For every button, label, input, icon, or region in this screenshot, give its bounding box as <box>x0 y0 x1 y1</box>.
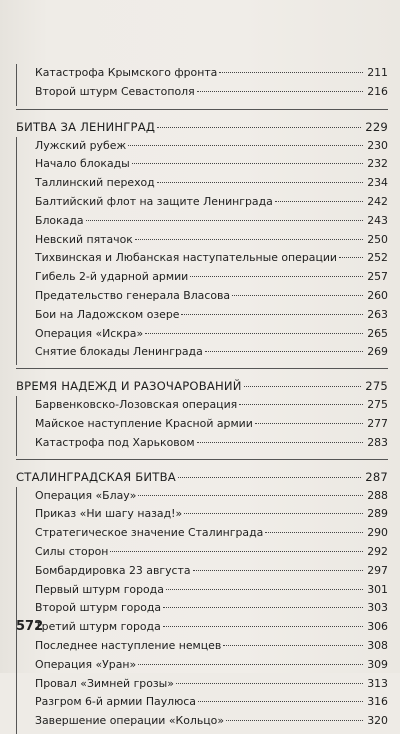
dot-leader <box>86 220 364 221</box>
toc-entry-page: 252 <box>367 251 388 265</box>
dot-leader <box>255 423 363 424</box>
toc-entry-title: Второй штурм Севастополя <box>35 84 195 98</box>
dot-leader <box>145 333 363 334</box>
dot-leader <box>110 551 363 552</box>
dot-leader <box>132 163 363 164</box>
toc-entry-title: Лужский рубеж <box>35 138 127 152</box>
toc-entry-title: Блокада <box>35 213 84 227</box>
toc-entry-title: Майское наступление Красной армии <box>35 416 253 430</box>
dot-leader <box>197 91 364 92</box>
section-entries <box>16 396 388 455</box>
dot-leader <box>190 276 363 277</box>
toc-entry <box>35 637 388 656</box>
section-page: 229 <box>365 119 388 134</box>
toc-entry <box>35 656 388 675</box>
dot-leader <box>197 442 364 443</box>
toc-entry <box>35 505 388 524</box>
toc-entry-page: 290 <box>367 526 388 540</box>
toc-section <box>16 459 388 734</box>
toc-entry <box>35 487 388 506</box>
dot-leader <box>265 532 363 533</box>
dot-leader <box>226 720 363 721</box>
toc-entry <box>35 693 388 712</box>
toc-entry <box>35 562 388 581</box>
section-title: СТАЛИНГРАДСКАЯ БИТВА <box>16 469 176 484</box>
dot-leader <box>198 701 363 702</box>
toc-entry-title: Второй штурм города <box>35 601 162 615</box>
dot-leader <box>135 239 363 240</box>
toc-entry-title: Приказ «Ни шагу назад!» <box>35 507 183 521</box>
page-number: 572 <box>16 619 44 634</box>
dot-leader <box>138 664 363 665</box>
toc-entry <box>35 712 388 731</box>
toc-entry-page: 260 <box>367 288 388 302</box>
toc-entry-page: 297 <box>367 563 388 577</box>
toc-entry-page: 289 <box>367 507 388 521</box>
dot-leader <box>157 127 361 128</box>
dot-leader <box>184 513 363 514</box>
section-heading <box>16 460 388 487</box>
toc-entry-title: Предательство генерала Власова <box>35 288 231 302</box>
dot-leader <box>219 72 363 73</box>
toc-entry <box>35 599 388 618</box>
dot-leader <box>193 570 364 571</box>
toc-entry-page: 316 <box>367 695 388 709</box>
toc-entry-title: Катастрофа под Харьковом <box>35 435 195 449</box>
toc-entry <box>35 343 388 362</box>
toc-entry-page: 269 <box>367 345 388 359</box>
toc-entry-title: Силы сторон <box>35 544 109 558</box>
toc-entry <box>35 415 388 434</box>
toc-entry <box>35 137 388 156</box>
toc-entry-title: Барвенковско-Лозовская операция <box>35 398 238 412</box>
dot-leader <box>205 351 363 352</box>
toc-entry <box>35 524 388 543</box>
toc-entry-title: Бомбардировка 23 августа <box>35 563 191 577</box>
toc-entry-title: Провал «Зимней грозы» <box>35 676 174 690</box>
dot-leader <box>339 257 363 258</box>
toc-entry-title: Разгром 6-й армии Паулюса <box>35 695 196 709</box>
section-page: 275 <box>365 379 388 394</box>
toc-entry-title: Балтийский флот на защите Ленинграда <box>35 194 273 208</box>
toc-entry <box>35 155 388 174</box>
toc-entry-page: 309 <box>367 657 388 671</box>
toc-entry-title: Тихвинская и Любанская наступательные операции <box>35 251 338 265</box>
toc-entry-page: 257 <box>367 270 388 284</box>
section-heading <box>16 369 388 396</box>
toc-entry-page: 277 <box>367 416 388 430</box>
toc-entry-page: 313 <box>367 676 388 690</box>
dot-leader <box>181 314 363 315</box>
dot-leader <box>244 386 362 387</box>
toc-section <box>16 368 388 455</box>
toc-entry-title: Третий штурм города <box>35 620 161 634</box>
toc-entry-page: 234 <box>367 176 388 190</box>
toc-entry-page: 243 <box>367 213 388 227</box>
table-of-contents <box>16 64 388 734</box>
toc-entry-title: Первый штурм города <box>35 582 164 596</box>
toc-entry <box>35 212 388 231</box>
toc-entry-page: 320 <box>367 714 388 728</box>
section-heading <box>16 110 388 137</box>
section-title: ВРЕМЯ НАДЕЖД И РАЗОЧАРОВАНИЙ <box>16 379 242 394</box>
toc-entry-page: 306 <box>367 620 388 634</box>
dot-leader <box>163 607 363 608</box>
toc-entry <box>35 83 388 102</box>
toc-entry <box>35 306 388 325</box>
section-page: 287 <box>365 469 388 484</box>
toc-entry-title: Операция «Блау» <box>35 488 137 502</box>
toc-entry <box>35 193 388 212</box>
toc-entry <box>35 543 388 562</box>
toc-entry-page: 216 <box>367 84 388 98</box>
toc-entry-title: Снятие блокады Ленинграда <box>35 345 203 359</box>
dot-leader <box>166 589 363 590</box>
section-entries <box>16 137 388 366</box>
toc-entry-page: 288 <box>367 488 388 502</box>
toc-entry-page: 263 <box>367 307 388 321</box>
dot-leader <box>232 295 363 296</box>
toc-section <box>16 109 388 366</box>
toc-entry <box>35 434 388 453</box>
toc-entry-title: Бои на Ладожском озере <box>35 307 180 321</box>
toc-entry <box>35 287 388 306</box>
toc-entry-page: 275 <box>367 398 388 412</box>
toc-entry-title: Невский пятачок <box>35 232 133 246</box>
toc-entry-title: Завершение операции «Кольцо» <box>35 714 224 728</box>
toc-entry-page: 265 <box>367 326 388 340</box>
toc-entry-page: 308 <box>367 638 388 652</box>
section-title: БИТВА ЗА ЛЕНИНГРАД <box>16 119 156 134</box>
toc-entry-page: 303 <box>367 601 388 615</box>
toc-entry <box>35 675 388 694</box>
toc-entry-page: 283 <box>367 435 388 449</box>
dot-leader <box>239 404 363 405</box>
toc-entry-page: 230 <box>367 138 388 152</box>
toc-entry-page: 211 <box>367 66 388 79</box>
toc-entry-title: Таллинский переход <box>35 176 155 190</box>
toc-entry-page: 242 <box>367 194 388 208</box>
dot-leader <box>163 626 363 627</box>
toc-entry-page: 301 <box>367 582 388 596</box>
toc-entry-title: Последнее наступление немцев <box>35 638 222 652</box>
dot-leader <box>275 201 363 202</box>
toc-entry <box>35 268 388 287</box>
section-entries <box>16 487 388 734</box>
toc-entry-title: Операция «Уран» <box>35 657 137 671</box>
toc-entry <box>35 581 388 600</box>
toc-entry <box>35 249 388 268</box>
toc-entry <box>35 231 388 250</box>
toc-entry-title: Начало блокады <box>35 157 130 171</box>
dot-leader <box>128 145 363 146</box>
dot-leader <box>138 495 363 496</box>
toc-entry-title: Катастрофа Крымского фронта <box>35 66 218 79</box>
dot-leader <box>157 182 364 183</box>
toc-entry <box>35 174 388 193</box>
dot-leader <box>178 477 361 478</box>
toc-entry-title: Гибель 2-й ударной армии <box>35 270 189 284</box>
dot-leader <box>176 683 363 684</box>
toc-entry <box>35 396 388 415</box>
toc-entry-page: 250 <box>367 232 388 246</box>
toc-entry-title: Стратегическое значение Сталинграда <box>35 526 264 540</box>
toc-entry-title: Операция «Искра» <box>35 326 144 340</box>
toc-entry-page: 232 <box>367 157 388 171</box>
dot-leader <box>223 645 363 646</box>
intro-entries <box>16 64 388 106</box>
toc-entry <box>35 618 388 637</box>
toc-entry <box>35 325 388 344</box>
toc-entry <box>35 64 388 83</box>
toc-entry-page: 292 <box>367 544 388 558</box>
